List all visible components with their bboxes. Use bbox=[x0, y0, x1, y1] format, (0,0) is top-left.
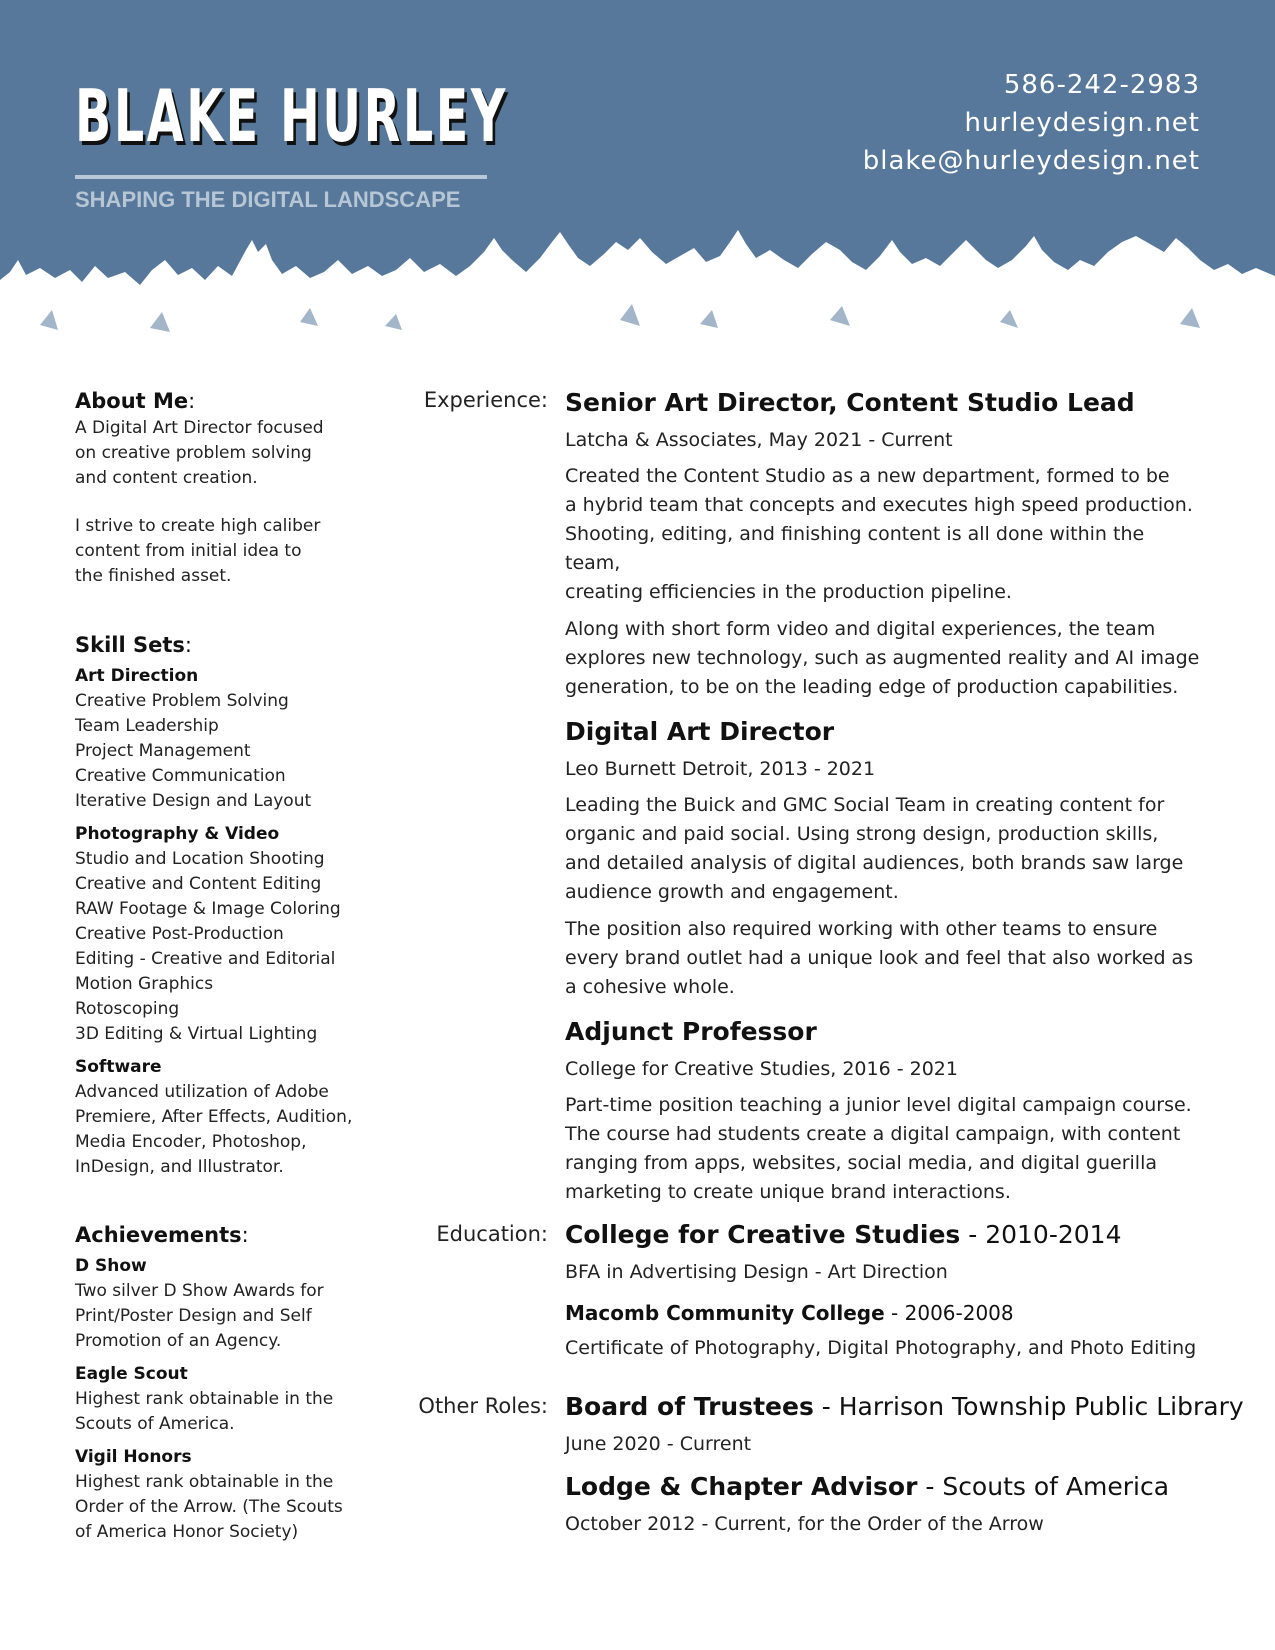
email-link[interactable]: blake@hurleydesign.net bbox=[862, 146, 1200, 176]
header-banner bbox=[0, 0, 1275, 360]
name-block bbox=[75, 72, 508, 212]
other-roles-section bbox=[565, 1390, 1244, 1538]
list-item: Project Management bbox=[75, 741, 251, 761]
list-item: Iterative Design and Layout bbox=[75, 791, 312, 811]
achievement-d-show: D Show Two silver D Show Awards for Print/Poster Design and Self Promotion of an Agency. bbox=[75, 1256, 324, 1351]
list-item: Creative Problem Solving bbox=[75, 691, 289, 711]
list-item: Creative and Content Editing bbox=[75, 874, 322, 894]
list-item: Studio and Location Shooting bbox=[75, 849, 325, 869]
role-board-of-trustees: Board of Trustees - Harrison Township Public Library June 2020 - Current bbox=[565, 1392, 1244, 1455]
skill-group-art-direction: Art Direction Creative Problem Solving Team Leadership Project Management Creative Communication Iterative Design and Layout bbox=[75, 664, 395, 814]
about-text-2: I strive to create high caliber content from initial idea to the finished asset. bbox=[75, 516, 321, 586]
experience-section bbox=[565, 386, 1205, 1207]
skill-group-photography-video: Photography & Video Studio and Location Shooting Creative and Content Editing RAW Footage & Image Coloring Creative Post-Production Editing - Creative and Editorial Motion Graphics Rotoscoping 3D Editing & Virtual Lighting bbox=[75, 822, 395, 1047]
role-lodge-chapter-advisor: Lodge & Chapter Advisor - Scouts of America October 2012 - Current, for the Order of the Arrow bbox=[565, 1472, 1170, 1535]
list-item: Creative Post-Production bbox=[75, 924, 284, 944]
skills-heading: Skill Sets: bbox=[75, 633, 192, 657]
list-item: Editing - Creative and Editorial bbox=[75, 949, 336, 969]
list-item: Creative Communication bbox=[75, 766, 286, 786]
job-senior-art-director: Senior Art Director, Content Studio Lead Latcha & Associates, May 2021 - Current Created the Content Studio as a new department, formed to be a hybrid team that concepts and executes high speed production. Shooting, editing, and finishing content is all done within the team, creating efficiencies in the production pipeline. Along with short form video and digital experiences, the team explores new technology, such as augmented reality and AI image generation, to be on the leading edge of production capabilities. bbox=[565, 388, 1200, 698]
skill-group-software: Software Advanced utilization of Adobe Premiere, After Effects, Audition, Media Encoder, Photoshop, InDesign, and Illustrator. bbox=[75, 1057, 353, 1177]
contact-block bbox=[863, 66, 1200, 180]
about-text-1: A Digital Art Director focused on creative problem solving and content creation. bbox=[75, 418, 324, 488]
name-underline bbox=[75, 175, 487, 179]
experience-label: Experience: bbox=[423, 388, 548, 412]
education-macomb: Macomb Community College - 2006-2008 Certificate of Photography, Digital Photography, and Photo Editing bbox=[565, 1301, 1197, 1359]
achievement-eagle-scout: Eagle Scout Highest rank obtainable in the Scouts of America. bbox=[75, 1364, 334, 1434]
list-item: 3D Editing & Virtual Lighting bbox=[75, 1024, 318, 1044]
achievement-vigil-honors: Vigil Honors Highest rank obtainable in the Order of the Arrow. (The Scouts of America Honor Society) bbox=[75, 1447, 343, 1542]
tagline: SHAPING THE DIGITAL LANDSCAPE bbox=[75, 187, 461, 212]
list-item: Motion Graphics bbox=[75, 974, 214, 994]
list-item: Team Leadership bbox=[75, 716, 219, 736]
left-column bbox=[75, 386, 395, 1545]
job-adjunct-professor: Adjunct Professor College for Creative Studies, 2016 - 2021 Part-time position teaching a junior level digital campaign course. The course had students create a digital campaign, with content ranging from apps, websites, social media, and digital guerilla marketing to create unique brand interactions. bbox=[565, 1017, 1192, 1203]
list-item: RAW Footage & Image Coloring bbox=[75, 899, 341, 919]
education-section bbox=[565, 1218, 1205, 1362]
job-digital-art-director: Digital Art Director Leo Burnett Detroit, 2013 - 2021 Leading the Buick and GMC Social Team in creating content for organic and paid social. Using strong design, production skills, and detailed analysis of digital audiences, both brands saw large audience growth and engagement. The position also required working with other teams to ensure every brand outlet had a unique look and feel that also worked as a cohesive whole. bbox=[565, 717, 1194, 998]
achievements-heading: Achievements: bbox=[75, 1223, 249, 1247]
list-item: Rotoscoping bbox=[75, 999, 180, 1019]
phone-number[interactable]: 586-242-2983 bbox=[1003, 70, 1200, 100]
other-roles-label: Other Roles: bbox=[418, 1394, 548, 1418]
website-link[interactable]: hurleydesign.net bbox=[964, 108, 1200, 138]
education-label: Education: bbox=[436, 1222, 548, 1246]
education-ccs: College for Creative Studies - 2010-2014 BFA in Advertising Design - Art Direction bbox=[565, 1220, 1122, 1283]
about-heading: About Me: bbox=[75, 389, 196, 413]
candidate-name: BLAKE HURLEY bbox=[75, 74, 508, 158]
forest-silhouette-icon bbox=[0, 230, 1275, 360]
